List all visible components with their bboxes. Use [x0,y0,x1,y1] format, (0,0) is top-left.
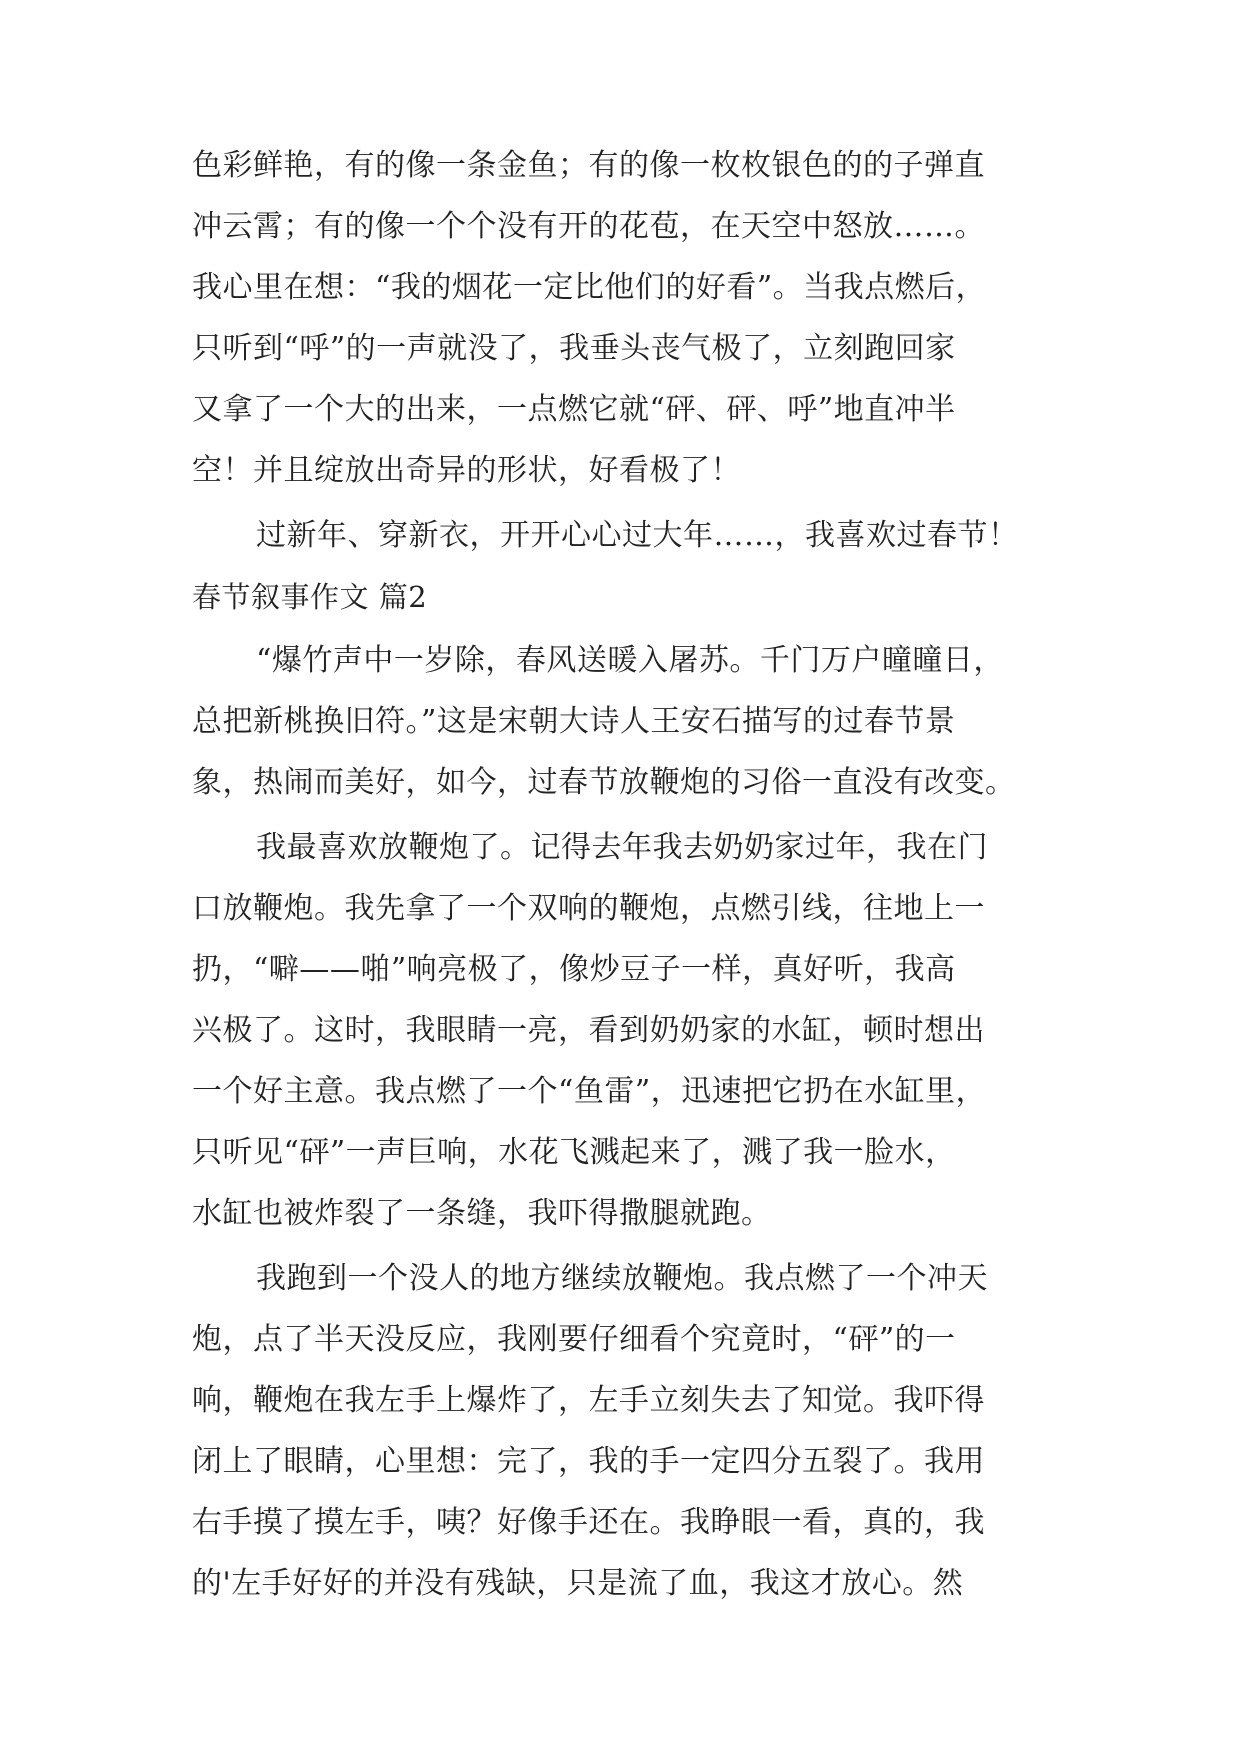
text-line: 闭上了眼睛，心里想：完了，我的手一定四分五裂了。我用 [192,1444,985,1479]
text-line: 右手摸了摸左手，咦？好像手还在。我睁眼一看，真的，我 [192,1505,985,1540]
text-line: 色彩鲜艳，有的像一条金鱼；有的像一枚枚银色的的子弹直 [192,148,985,183]
text-line: 响，鞭炮在我左手上爆炸了，左手立刻失去了知觉。我吓得 [192,1383,985,1418]
text-line: 的'左手好好的并没有残缺，只是流了血，我这才放心。然 [192,1566,964,1601]
text-line: 我心里在想：“我的烟花一定比他们的好看”。当我点燃后， [192,270,987,305]
section-heading: 春节叙事作文 篇2 [192,580,428,614]
text-line: 一个好主意。我点燃了一个“鱼雷”，迅速把它扔在水缸里， [192,1074,987,1109]
text-line: 又拿了一个大的出来，一点燃它就“砰、砰、呼”地直冲半 [192,392,956,427]
text-line: 只听见“砰”一声巨响，水花飞溅起来了，溅了我一脸水， [192,1135,956,1170]
text-line: “爆竹声中一岁除，春风送暖入屠苏。千门万户曈曈日， [256,643,1004,678]
text-line: 炮，点了半天没反应，我刚要仔细看个究竟时，“砰”的一 [192,1322,956,1357]
text-line: 我跑到一个没人的地方继续放鞭炮。我点燃了一个冲天 [256,1261,988,1296]
text-line: 兴极了。这时，我眼睛一亮，看到奶奶家的水缸，顿时想出 [192,1013,985,1048]
text-line: 口放鞭炮。我先拿了一个双响的鞭炮，点燃引线，往地上一 [192,891,985,926]
text-line: 冲云霄；有的像一个个没有开的花苞，在天空中怒放……。 [192,209,985,244]
text-line: 象，热闹而美好，如今，过春节放鞭炮的习俗一直没有改变。 [192,765,1016,800]
text-line: 总把新桃换旧符。”这是宋朝大诗人王安石描写的过春节景 [192,704,956,739]
text-line: 只听到“呼”的一声就没了，我垂头丧气极了，立刻跑回家 [192,331,956,366]
text-line: 扔，“噼——啪”响亮极了，像炒豆子一样，真好听，我高 [192,952,956,987]
text-line: 空！并且绽放出奇异的形状，好看极了！ [192,453,741,488]
text-line: 我最喜欢放鞭炮了。记得去年我去奶奶家过年，我在门 [256,830,988,865]
text-line: 过新年、穿新衣，开开心心过大年……，我喜欢过春节！ [256,518,1019,553]
text-line: 水缸也被炸裂了一条缝，我吓得撒腿就跑。 [192,1196,772,1231]
